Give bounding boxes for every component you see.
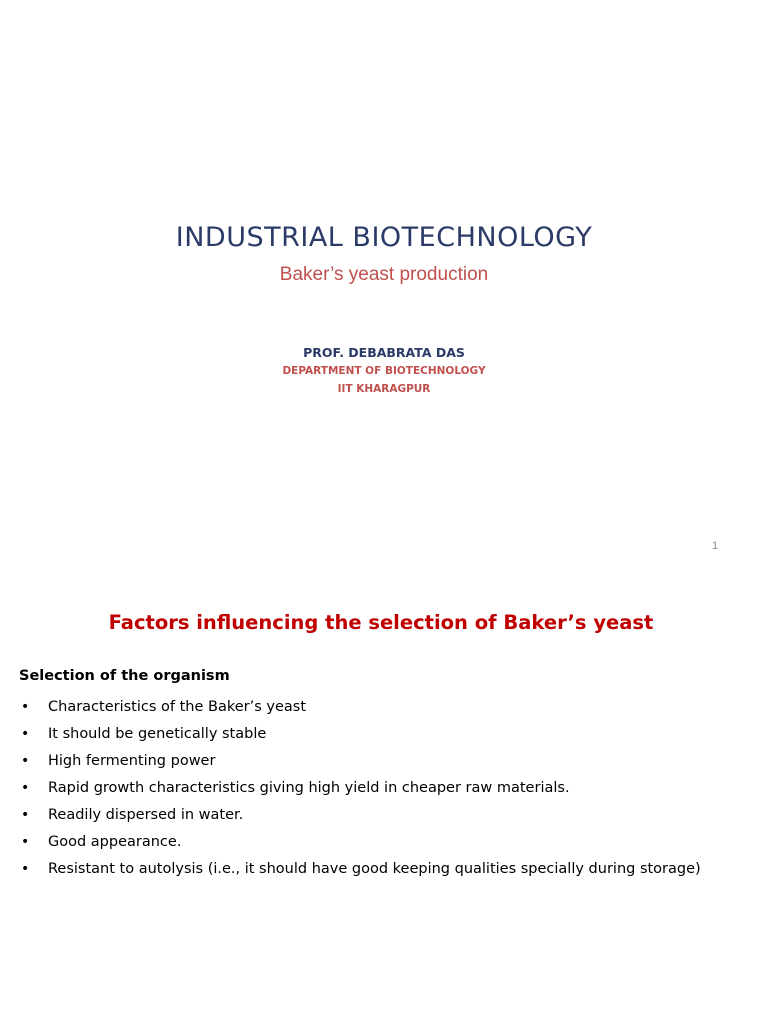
bullet-icon: • <box>21 861 30 877</box>
bullet-item <box>19 695 709 719</box>
bullet-text: Readily dispersed in water. <box>48 807 244 823</box>
bullet-text: It should be genetically stable <box>48 726 267 742</box>
bullet-icon: • <box>21 834 30 850</box>
bullet-item <box>19 830 709 854</box>
author-name: PROF. DEBABRATA DAS <box>303 345 465 360</box>
bullet-icon: • <box>21 780 30 796</box>
bullet-item <box>19 749 709 773</box>
department-name: DEPARTMENT OF BIOTECHNOLOGY <box>282 365 486 377</box>
bullet-text: Rapid growth characteristics giving high yield in cheaper raw materials. <box>48 780 570 796</box>
bullet-item <box>19 857 709 881</box>
page-number: 1 <box>711 540 719 552</box>
section-heading: Selection of the organism <box>19 668 230 684</box>
bullet-icon: • <box>21 807 30 823</box>
lecture-subtitle: Baker’s yeast production <box>279 264 489 285</box>
bullet-text: High fermenting power <box>48 753 216 769</box>
slide-title: Factors influencing the selection of Baker’s yeast <box>108 611 654 634</box>
bullet-list <box>19 695 709 884</box>
bullet-icon: • <box>21 753 30 769</box>
bullet-item <box>19 803 709 827</box>
bullet-item <box>19 776 709 800</box>
institute-name: IIT KHARAGPUR <box>337 383 431 395</box>
bullet-icon: • <box>21 726 30 742</box>
course-title: INDUSTRIAL BIOTECHNOLOGY <box>175 222 593 253</box>
bullet-icon: • <box>21 699 30 715</box>
bullet-item <box>19 722 709 746</box>
bullet-text: Good appearance. <box>48 834 182 850</box>
bullet-text: Characteristics of the Baker’s yeast <box>48 699 307 715</box>
bullet-text: Resistant to autolysis (i.e., it should have good keeping qualities specially during storage) <box>48 861 701 877</box>
content-slide <box>0 576 768 1024</box>
